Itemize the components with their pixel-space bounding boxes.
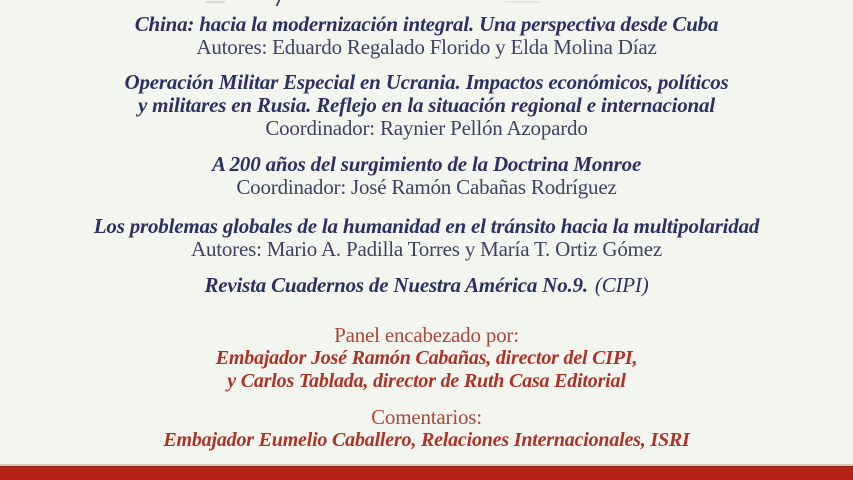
book-credit: Autores: Mario A. Padilla Torres y María T. Ortiz Gómez (190, 237, 662, 261)
book-entry (0, 13, 853, 59)
book-entry (0, 71, 853, 140)
panel-member: Embajador José Ramón Cabañas, director del CIPI, (215, 347, 638, 369)
panel-member: y Carlos Tablada, director de Ruth Casa Editorial (227, 370, 626, 392)
book-credit: Autores: Eduardo Regalado Florido y Elda Molina Díaz (196, 35, 657, 59)
journal-title-text: Revista Cuadernos de Nuestra América No.9. (204, 273, 588, 297)
cropped-text-fragment (505, 1, 539, 3)
panel-heading: Panel encabezado por: (334, 323, 519, 347)
book-entry (0, 274, 853, 299)
comments-heading: Comentarios: (371, 405, 482, 429)
book-title: China: hacia la modernización integral. Una perspectiva desde Cuba (134, 12, 719, 36)
comments-section (0, 406, 853, 452)
book-entry (0, 215, 853, 261)
panel-section (0, 324, 853, 393)
cropped-text-fragment (205, 1, 225, 3)
journal-title-suffix: (CIPI) (594, 273, 649, 297)
journal-title (0, 274, 853, 299)
book-credit: Coordinador: José Ramón Cabañas Rodríguez (236, 175, 617, 199)
book-title: Los problemas globales de la humanidad en el tránsito hacia la multipolaridad (93, 214, 760, 238)
book-entry (0, 153, 853, 199)
book-title: A 200 años del surgimiento de la Doctrina Monroe (211, 152, 642, 176)
book-title: Operación Militar Especial en Ucrania. Impactos económicos, políticos (124, 70, 729, 94)
bottom-red-banner (0, 466, 853, 480)
book-title: y militares en Rusia. Reflejo en la situación regional e internacional (138, 93, 715, 117)
book-credit: Coordinador: Raynier Pellón Azopardo (265, 116, 588, 140)
comments-speaker: Embajador Eumelio Caballero, Relaciones Internacionales, ISRI (163, 429, 690, 451)
